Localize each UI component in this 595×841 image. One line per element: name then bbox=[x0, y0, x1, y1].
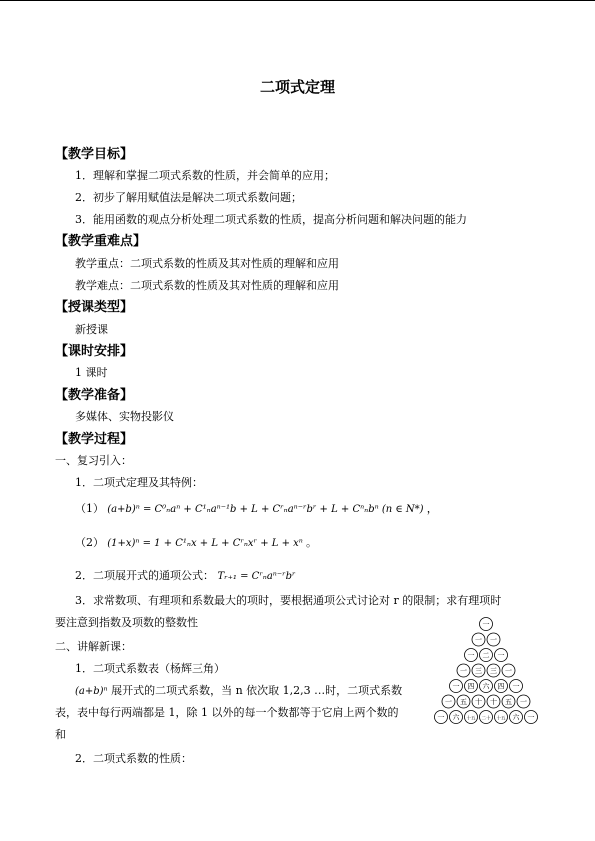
triangle-cell-5-4 bbox=[502, 695, 515, 708]
keypoint-2: 教学难点：二项式系数的性质及其对性质的理解和应用 bbox=[75, 279, 339, 292]
item-2 bbox=[75, 567, 295, 583]
triangle-cell-3-3 bbox=[502, 664, 515, 677]
equation-2-body: (1+x)ⁿ = 1 + C¹ₙx + L + Cʳₙxʳ + L + xⁿ bbox=[107, 538, 303, 549]
equation-2-end: 。 bbox=[306, 536, 318, 549]
item-1: 1．二项式定理及其特例： bbox=[75, 476, 203, 489]
section-schedule: 【课时安排】 bbox=[55, 344, 134, 359]
triangle-cell-4-1 bbox=[465, 680, 478, 693]
triangle-cell-6-0 bbox=[435, 711, 448, 724]
triangle-cell-2-2 bbox=[495, 649, 508, 662]
triangle-cell-5-2 bbox=[472, 695, 485, 708]
triangle-cell-label: 一 bbox=[452, 682, 460, 691]
triangle-cell-label: 一 bbox=[482, 620, 490, 629]
equation-2-label: （2） bbox=[75, 536, 104, 549]
equation-1-label: （1） bbox=[75, 502, 104, 515]
triangle-cell-label: 四 bbox=[497, 682, 505, 691]
triangle-cell-label: 三 bbox=[490, 667, 497, 676]
triangle-cell-label: 一 bbox=[490, 636, 497, 645]
triangle-cell-label: 六 bbox=[452, 713, 460, 722]
triangle-cell-label: 一 bbox=[437, 713, 445, 722]
triangle-cell-label: 一 bbox=[497, 651, 505, 660]
item-3-line-a: 3．求常数项、有理项和系数最大的项时，要根据通项公式讨论对 r 的限制；求有理项时 bbox=[75, 594, 502, 607]
triangle-cell-5-1 bbox=[457, 695, 470, 708]
sub-1: 1．二项式系数表（杨辉三角） bbox=[75, 662, 225, 675]
sub-1-para-line-2: 表，表中每行两端都是 1，除 1 以外的每一个数都等于它肩上两个数的 bbox=[55, 706, 399, 719]
triangle-cell-2-0 bbox=[465, 649, 478, 662]
triangle-cell-label: 一 bbox=[475, 636, 482, 645]
keypoint-1: 教学重点：二项式系数的性质及其对性质的理解和应用 bbox=[75, 257, 339, 270]
triangle-cell-label: 三 bbox=[475, 667, 482, 676]
triangle-cell-1-1 bbox=[487, 633, 500, 646]
triangle-cell-label: 六 bbox=[482, 682, 490, 691]
triangle-cell-label: 十 bbox=[490, 698, 497, 707]
triangle-cell-5-3 bbox=[487, 695, 500, 708]
triangle-cell-3-1 bbox=[472, 664, 485, 677]
equation-1 bbox=[75, 500, 438, 516]
triangle-cell-4-0 bbox=[450, 680, 463, 693]
triangle-cell-label: 一 bbox=[445, 698, 452, 707]
equation-3: Tᵣ₊₁ = Cʳₙaⁿ⁻ʳbʳ bbox=[217, 571, 296, 582]
section-keypoints: 【教学重难点】 bbox=[55, 234, 147, 249]
triangle-cell-6-5 bbox=[510, 711, 523, 724]
triangle-cell-4-2 bbox=[480, 680, 493, 693]
triangle-cell-label: 六 bbox=[512, 713, 520, 722]
goal-2: 2．初步了解用赋值法是解决二项式系数问题； bbox=[75, 191, 302, 204]
type-text: 新授课 bbox=[75, 323, 108, 336]
triangle-cell-label: 十五 bbox=[496, 716, 506, 722]
triangle-cell-6-6 bbox=[525, 711, 538, 724]
triangle-cell-label: 五 bbox=[505, 698, 512, 707]
goal-1: 1．理解和掌握二项式系数的性质，并会简单的应用； bbox=[75, 169, 335, 182]
triangle-cell-label: 一 bbox=[467, 651, 475, 660]
triangle-cell-6-2 bbox=[465, 711, 478, 724]
triangle-cell-label: 二 bbox=[482, 651, 490, 660]
sub-1-para-line-1 bbox=[75, 682, 402, 698]
triangle-cell-6-4 bbox=[495, 711, 508, 724]
section-prep: 【教学准备】 bbox=[55, 388, 134, 403]
triangle-cell-6-3 bbox=[480, 711, 493, 724]
binomial-expr: (a+b)ⁿ bbox=[75, 686, 108, 697]
triangle-cell-label: 四 bbox=[467, 682, 475, 691]
equation-1-body: (a+b)ⁿ = C⁰ₙaⁿ + C¹ₙaⁿ⁻¹b + L + Cʳₙaⁿ⁻ʳbʳ + L + Cⁿₙbⁿ (n ∈ N*) bbox=[107, 504, 424, 515]
lecture-heading: 二、讲解新课： bbox=[55, 640, 132, 653]
triangle-cell-2-1 bbox=[480, 649, 493, 662]
section-goals: 【教学目标】 bbox=[55, 147, 134, 162]
page-title: 二项式定理 bbox=[259, 78, 335, 96]
section-type: 【授课类型】 bbox=[55, 300, 134, 315]
triangle-cell-label: 五 bbox=[460, 698, 467, 707]
triangle-cell-label: 一 bbox=[527, 713, 535, 722]
triangle-cell-label: 一 bbox=[505, 667, 512, 676]
triangle-cell-3-2 bbox=[487, 664, 500, 677]
triangle-cell-3-0 bbox=[457, 664, 470, 677]
schedule-text: 1 课时 bbox=[75, 366, 108, 379]
sub-1-para-line-3: 和 bbox=[55, 728, 66, 741]
item-3-line-b: 要注意到指数及项数的整数性 bbox=[55, 616, 198, 629]
goal-3: 3．能用函数的观点分析处理二项式系数的性质，提高分析问题和解决问题的能力 bbox=[75, 213, 467, 226]
triangle-cell-1-0 bbox=[472, 633, 485, 646]
top-rule bbox=[0, 0, 595, 1]
yanghui-triangle bbox=[430, 616, 542, 730]
yanghui-triangle-figure bbox=[430, 616, 542, 730]
triangle-cell-4-4 bbox=[510, 680, 523, 693]
triangle-cell-label: 十五 bbox=[466, 716, 476, 722]
equation-2 bbox=[75, 534, 317, 550]
triangle-cell-5-0 bbox=[442, 695, 455, 708]
sub-1-para-text-1: 展开式的二项式系数，当 n 依次取 1,2,3 …时，二项式系数 bbox=[111, 684, 403, 697]
triangle-cell-6-1 bbox=[450, 711, 463, 724]
triangle-cell-label: 二十 bbox=[481, 716, 491, 722]
triangle-cell-4-3 bbox=[495, 680, 508, 693]
prep-text: 多媒体、实物投影仪 bbox=[75, 410, 174, 423]
review-heading: 一、复习引入： bbox=[55, 454, 132, 467]
triangle-cell-label: 一 bbox=[512, 682, 520, 691]
item-2-text: 2．二项展开式的通项公式： bbox=[75, 569, 214, 582]
triangle-cell-label: 十 bbox=[475, 698, 482, 707]
equation-1-end: ， bbox=[426, 502, 438, 515]
section-process: 【教学过程】 bbox=[55, 432, 134, 447]
triangle-cell-0-0 bbox=[480, 618, 493, 631]
sub-2: 2．二项式系数的性质： bbox=[75, 752, 192, 765]
triangle-cell-5-5 bbox=[517, 695, 530, 708]
triangle-cell-label: 一 bbox=[520, 698, 527, 707]
triangle-cell-label: 一 bbox=[460, 667, 467, 676]
